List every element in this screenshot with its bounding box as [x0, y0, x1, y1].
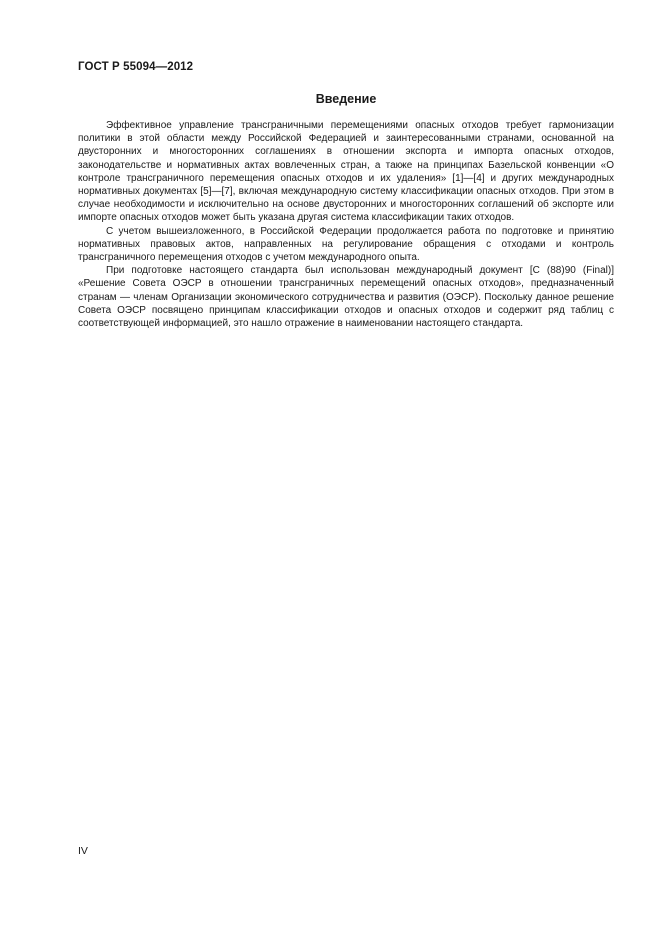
section-title: Введение	[315, 92, 377, 106]
standard-code: ГОСТ Р 55094—2012	[78, 61, 194, 73]
paragraph: С учетом вышеизложенного, в Российской Федерации продолжается работа по подготовке и принятию нормативных правовых актов, направленных на регулирование обращения с отходами и контроль трансграничного перемещения отходов с учетом международного опыта.	[78, 225, 614, 264]
paragraph: Эффективное управление трансграничными перемещениями опасных отходов требует гармонизации политики в этой области между Российской Федерацией и заинтересованными странами, основанной на двусторонних и многосторонних соглашениях в отношении экспорта и импорта опасных отходов, законодательстве и нормативных актах вовлеченных стран, а также на принципах Базельской конвенции «О контроле трансграничного перемещения опасных отходов и их удаления» [1]—[4] и других международных нормативных документах [5]—[7], включая международную систему классификации опасных отходов. При этом в случае необходимости и исключительно на основе двусторонних и многосторонних соглашений об экспорте или импорте опасных отходов может быть указана другая система классификации таких отходов.	[78, 120, 614, 224]
introduction-body	[78, 119, 614, 330]
page-number: IV	[78, 845, 88, 857]
paragraph: При подготовке настоящего стандарта был использован международный документ [С (88)90 (Final)] «Решение Совета ОЭСР в отношении трансграничных перемещений опасных отходов», предназначенный странам — членам Организации экономического сотрудничества и развития (ОЭСР). Поскольку данное решение Совета ОЭСР посвящено принципам классификации отходов и опасных отходов и содержит ряд таблиц с соответствующей информацией, это нашло отражение в наименовании настоящего стандарта.	[78, 265, 614, 330]
